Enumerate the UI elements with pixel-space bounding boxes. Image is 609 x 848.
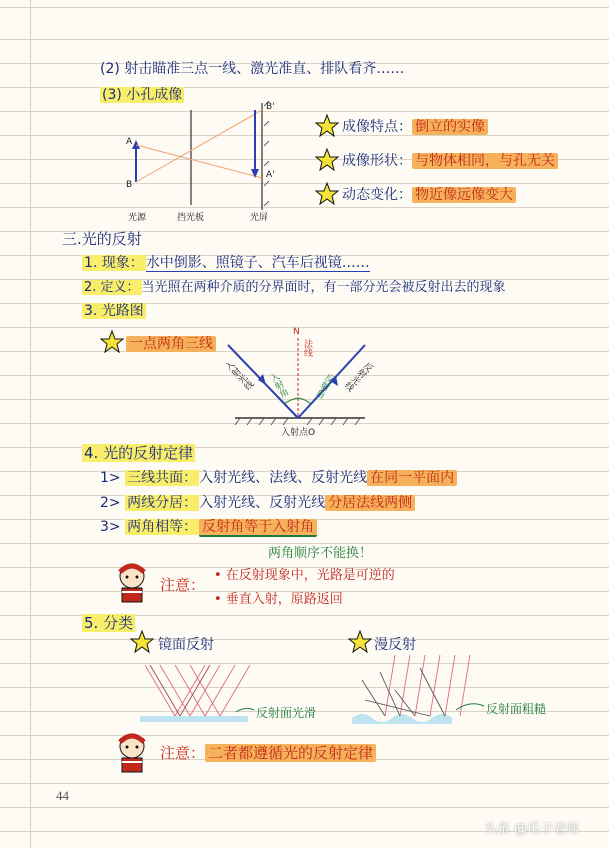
feature-1-value: 倒立的实像 bbox=[412, 119, 488, 135]
diffuse-label: 漫反射 bbox=[374, 637, 416, 653]
rule-3-label: 两角相等： bbox=[127, 519, 198, 535]
section-3-title: 三.光的反射 bbox=[62, 230, 142, 248]
mirror-note: 反射面光滑 bbox=[256, 706, 317, 720]
diffuse-surface bbox=[352, 714, 452, 724]
definition-value: 当光照在两种介质的分界面时，有一部分光会被反射出去的现象 bbox=[141, 280, 506, 295]
rule-2-highlight: 分居法线两侧 bbox=[325, 495, 415, 511]
label-source: 光源 bbox=[128, 213, 147, 223]
rule-1-highlight: 在同一平面内 bbox=[367, 470, 457, 486]
item-3-highlight: (3) 小孔成像 bbox=[102, 87, 183, 103]
law-title-text: 4. 光的反射定律 bbox=[84, 444, 194, 462]
mascot-icon bbox=[112, 730, 152, 774]
attention-point-1: • 在反射现象中，光路是可逆的 bbox=[214, 568, 395, 583]
rule-1-label: 三线共面： bbox=[127, 470, 198, 486]
path-tip-text: 一点两角三线 bbox=[126, 336, 216, 352]
feature-2-label: 成像形状： bbox=[342, 153, 412, 169]
rule-2-text: 入射光线、反射光线 bbox=[199, 495, 326, 511]
final-attention-label: 注意： bbox=[160, 744, 206, 762]
definition-label: 2. 定义： bbox=[84, 280, 140, 295]
incidence-point-label: 入射点O bbox=[281, 428, 316, 438]
final-attention bbox=[160, 742, 376, 763]
rule-3-num: 3> bbox=[100, 519, 121, 535]
label-b: B bbox=[126, 180, 133, 190]
incident-ray-label: 入射光线 bbox=[222, 359, 255, 393]
feature-3-label: 动态变化： bbox=[342, 187, 412, 203]
label-screen: 光屏 bbox=[250, 213, 269, 223]
normal-label: 法线 bbox=[302, 339, 312, 357]
attention-label: 注意： bbox=[160, 576, 206, 594]
diffuse-note: 反射面粗糙 bbox=[486, 702, 547, 716]
label-b-prime: B' bbox=[266, 102, 275, 112]
label-board: 挡光板 bbox=[177, 213, 205, 223]
incident-angle-label: 入射角 bbox=[266, 371, 290, 400]
rule-1-num: 1> bbox=[100, 470, 121, 486]
feature-1-label: 成像特点： bbox=[342, 119, 412, 135]
reflected-ray-label: 反射光线 bbox=[342, 359, 375, 393]
rule-2-num: 2> bbox=[100, 495, 121, 511]
phenomenon-value: 水中倒影、照镜子、汽车后视镜…… bbox=[145, 255, 370, 271]
attention-point-2: • 垂直入射，原路返回 bbox=[214, 592, 343, 607]
normal-n-label: N bbox=[293, 327, 300, 337]
feature-3-value: 物近像远像变大 bbox=[412, 187, 516, 203]
page-number: 44 bbox=[56, 788, 69, 803]
phenomenon-label: 1. 现象： bbox=[84, 255, 144, 271]
rule-3-highlight: 反射角等于入射角 bbox=[199, 519, 317, 537]
classify-title-text: 5. 分类 bbox=[84, 614, 134, 632]
final-attention-value: 二者都遵循光的反射定律 bbox=[205, 744, 376, 762]
feature-2-value: 与物体相同，与孔无关 bbox=[412, 153, 558, 169]
rule-2-label: 两线分居： bbox=[127, 495, 198, 511]
mirror-label: 镜面反射 bbox=[158, 637, 214, 653]
reflect-angle-label: 反射角 bbox=[312, 371, 336, 400]
rule-1-text: 入射光线、法线、反射光线 bbox=[199, 470, 368, 486]
order-note: 两角顺序不能换！ bbox=[268, 546, 373, 561]
label-a-prime: A' bbox=[266, 170, 275, 180]
label-a: A bbox=[126, 137, 133, 147]
path-title-text: 3. 光路图 bbox=[84, 303, 144, 319]
item-2-text: (2) 射击瞄准三点一线、激光准直、排队看齐…… bbox=[100, 61, 405, 77]
watermark: 头条 @瓜子老师 bbox=[484, 822, 580, 837]
